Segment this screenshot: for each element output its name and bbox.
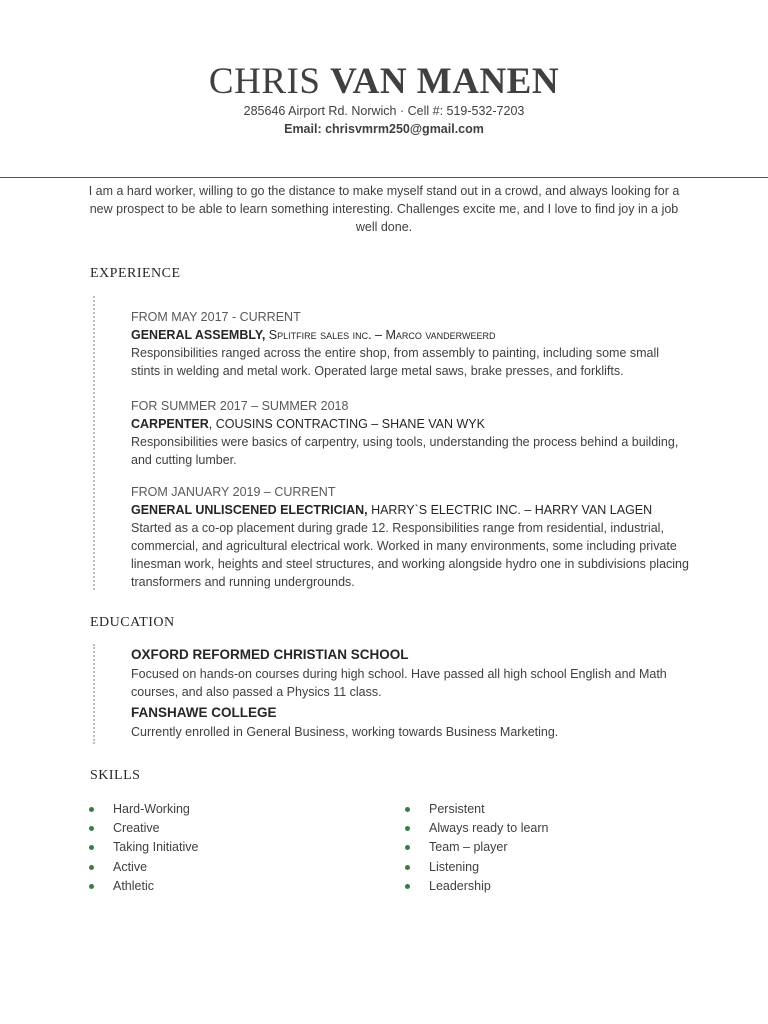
- experience-date: FOR SUMMER 2017 – SUMMER 2018: [131, 399, 349, 413]
- experience-heading: EXPERIENCE: [90, 266, 181, 281]
- education-heading: EDUCATION: [90, 615, 175, 630]
- experience-description: Responsibilities were basics of carpentry, using tools, understanding the process behind a building, and cutting lumber.: [131, 435, 679, 467]
- email-line: Email: chrisvmrm250@gmail.com: [284, 122, 484, 136]
- education-entry: [131, 703, 691, 741]
- skill-item: Listening: [405, 858, 685, 877]
- experience-date: FROM MAY 2017 - CURRENT: [131, 310, 301, 324]
- skill-item: Taking Initiative: [89, 838, 369, 857]
- skill-item: Always ready to learn: [405, 819, 685, 838]
- skill-item: Team – player: [405, 838, 685, 857]
- applicant-name: [0, 60, 768, 103]
- job-title: GENERAL UNLISCENED ELECTRICIAN,: [131, 503, 368, 517]
- job-title: CARPENTER: [131, 417, 209, 431]
- skill-item: Leadership: [405, 877, 685, 896]
- job-title: GENERAL ASSEMBLY,: [131, 328, 266, 342]
- skill-item: Creative: [89, 819, 369, 838]
- skill-item: Persistent: [405, 800, 685, 819]
- skills-list-right: [405, 800, 685, 896]
- skill-item: Athletic: [89, 877, 369, 896]
- employer: HARRY`S ELECTRIC INC. – HARRY VAN LAGEN: [367, 503, 653, 517]
- education-entry: [131, 645, 691, 701]
- experience-role: [131, 501, 691, 519]
- skill-item: Active: [89, 858, 369, 877]
- experience-date: FROM JANUARY 2019 – CURRENT: [131, 485, 336, 499]
- education-divider: [93, 644, 95, 744]
- experience-entry: [131, 483, 691, 591]
- experience-divider: [93, 296, 95, 590]
- education-description: Currently enrolled in General Business, working towards Business Marketing.: [131, 725, 559, 739]
- address-line: 285646 Airport Rd. Norwich · Cell #: 519-532-7203: [243, 104, 525, 118]
- school-name: OXFORD REFORMED CHRISTIAN SCHOOL: [131, 647, 409, 662]
- employer: Splitfire sales inc. – Marco vanderweerd: [265, 328, 496, 342]
- experience-description: Started as a co-op placement during grade 12. Responsibilities range from residential, industrial, commercial, and agricultural electrical work. Worked in many environments, some including private linesman work, heights and steel structures, and working alongside hydro one in subdivisions placing transformers and running undergrounds.: [131, 521, 689, 589]
- education-description: Focused on hands-on courses during high school. Have passed all high school English and Math courses, and also passed a Physics 11 class.: [131, 667, 667, 699]
- skills-heading: SKILLS: [90, 768, 141, 783]
- school-name: FANSHAWE COLLEGE: [131, 705, 277, 720]
- experience-entry: [131, 397, 691, 469]
- skill-item: Hard-Working: [89, 800, 369, 819]
- skills-list-left: [89, 800, 369, 896]
- experience-role: [131, 326, 691, 344]
- header-divider: [0, 177, 768, 178]
- summary-paragraph: I am a hard worker, willing to go the distance to make myself stand out in a crowd, and always looking for a new prospect to be able to learn something interesting. Challenges excite me, and I love to find joy in a job well done.: [88, 184, 680, 234]
- last-name: VAN MANEN: [330, 61, 560, 102]
- employer: , COUSINS CONTRACTING – SHANE VAN WYK: [208, 417, 485, 431]
- first-name: CHRIS: [208, 61, 321, 102]
- experience-role: [131, 415, 691, 433]
- experience-entry: [131, 308, 691, 380]
- experience-description: Responsibilities ranged across the entire shop, from assembly to painting, including some small stints in welding and metal work. Operated large metal saws, brake presses, and forklifts.: [131, 346, 660, 378]
